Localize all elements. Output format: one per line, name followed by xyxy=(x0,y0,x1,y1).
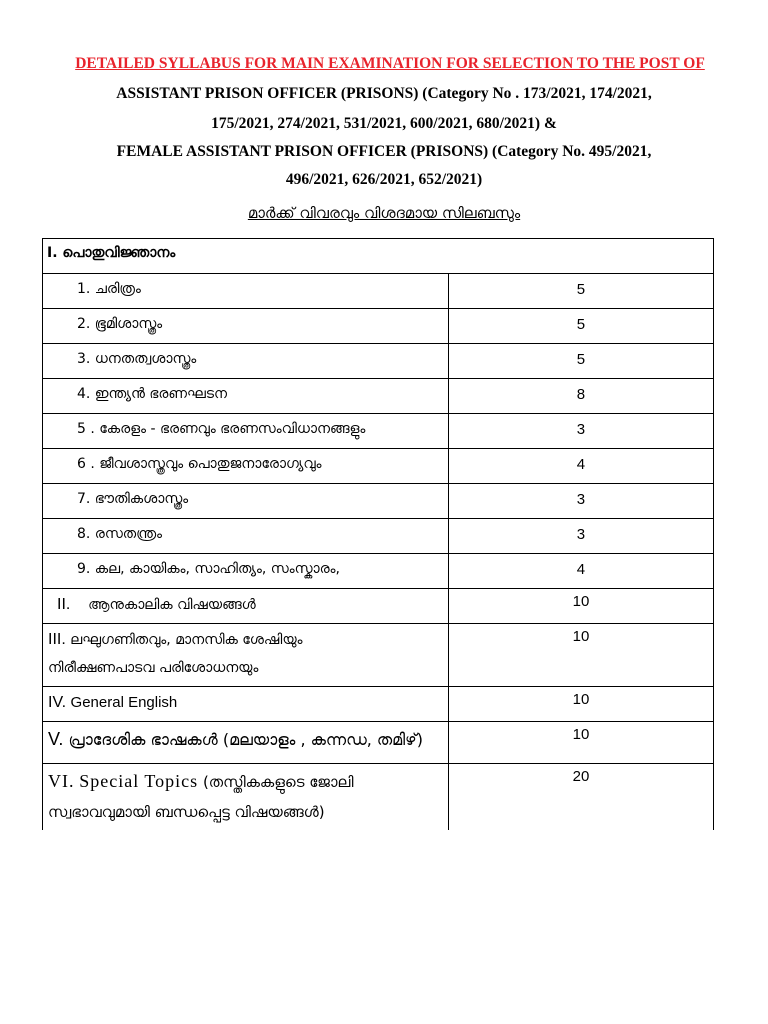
subitem-marks: 8 xyxy=(448,379,713,414)
section-4-label: General English xyxy=(70,694,178,711)
subitem-marks: 4 xyxy=(448,554,713,589)
section-4-marks: 10 xyxy=(448,687,713,722)
subitem-label: 2. ഭൂമിശാസ്ത്രം xyxy=(43,309,449,344)
subitem-marks: 3 xyxy=(448,519,713,554)
section-2-marks: 10 xyxy=(448,589,713,624)
section-6-label: Special Topics xyxy=(79,771,199,791)
subitem-label: 4. ഇന്ത്യൻ ഭരണഘടന xyxy=(43,379,449,414)
section-3-label-line2: നിരീക്ഷണപാടവ പരിശോധനയും xyxy=(48,660,259,676)
table-row xyxy=(43,554,714,589)
table-row xyxy=(43,589,714,624)
subitem-marks: 5 xyxy=(448,309,713,344)
section-6-cell xyxy=(43,764,449,830)
section-3-marks: 10 xyxy=(448,624,713,687)
section-3-cell xyxy=(43,624,449,687)
syllabus-table xyxy=(42,238,714,830)
section-3-roman: III. xyxy=(48,631,66,648)
subitem-label: 9. കല, കായികം, സാഹിത്യം, സംസ്കാരം, xyxy=(43,554,449,589)
section-4-roman: IV. xyxy=(48,694,67,711)
section-3-label: ലഘുഗണിതവും, മാനസിക ശേഷിയും xyxy=(70,632,303,648)
subitem-marks: 3 xyxy=(448,484,713,519)
table-row xyxy=(43,274,714,309)
table-row xyxy=(43,239,714,274)
table-row xyxy=(43,449,714,484)
post-title-line-4: 496/2021, 626/2021, 652/2021) xyxy=(285,171,483,188)
table-row xyxy=(43,414,714,449)
subitem-marks: 4 xyxy=(448,449,713,484)
subitem-label: 7. ഭൗതികശാസ്ത്രം xyxy=(43,484,449,519)
subitem-marks: 3 xyxy=(448,414,713,449)
section-5-cell xyxy=(43,722,449,764)
section-2-label: ആനുകാലിക വിഷയങ്ങൾ xyxy=(88,597,256,613)
section-6-roman: VI. xyxy=(48,771,75,791)
table-row xyxy=(43,484,714,519)
subitem-label: 1. ചരിത്രം xyxy=(43,274,449,309)
table-row xyxy=(43,519,714,554)
table-row xyxy=(43,624,714,687)
section-4-cell xyxy=(43,687,449,722)
section-5-label: പ്രാദേശിക ഭാഷകൾ (മലയാളം , കന്നഡ, തമിഴ്) xyxy=(68,730,423,749)
subitem-label: 5 . കേരളം - ഭരണവും ഭരണസംവിധാനങ്ങളും xyxy=(43,414,449,449)
subitem-label: 3. ധനതത്വശാസ്ത്രം xyxy=(43,344,449,379)
section-2-cell xyxy=(43,589,449,624)
section-6-marks: 20 xyxy=(448,764,713,830)
marks-syllabus-title: മാർക്ക് വിവരവും വിശദമായ സിലബസും xyxy=(247,204,521,222)
post-title-line-3: FEMALE ASSISTANT PRISON OFFICER (PRISONS) (Category No. 495/2021, xyxy=(116,143,652,160)
section-5-roman: V. xyxy=(48,729,64,749)
post-title-line-1: ASSISTANT PRISON OFFICER (PRISONS) (Category No . 173/2021, 174/2021, xyxy=(116,85,652,102)
table-row xyxy=(43,764,714,830)
table-row xyxy=(43,722,714,764)
post-title-line-2: 175/2021, 274/2021, 531/2021, 600/2021, 680/2021) & xyxy=(211,115,557,132)
subitem-label: 8. രസതന്ത്രം xyxy=(43,519,449,554)
subitem-marks: 5 xyxy=(448,344,713,379)
subitem-label: 6 . ജീവശാസ്ത്രവും പൊതുജനാരോഗ്യവും xyxy=(43,449,449,484)
subitem-marks: 5 xyxy=(448,274,713,309)
table-row xyxy=(43,344,714,379)
section-6-label-mal: (തസ്തികകളുടെ ജോലി xyxy=(202,773,354,791)
syllabus-title-red: DETAILED SYLLABUS FOR MAIN EXAMINATION FOR SELECTION TO THE POST OF xyxy=(75,55,705,72)
section-1-heading: I. പൊതുവിജ്ഞാനം xyxy=(43,239,714,274)
section-2-roman: II. xyxy=(57,596,71,613)
table-row xyxy=(43,687,714,722)
table-row xyxy=(43,379,714,414)
section-5-marks: 10 xyxy=(448,722,713,764)
table-row xyxy=(43,309,714,344)
section-6-label-line2: സ്വഭാവവുമായി ബന്ധപ്പെട്ട വിഷയങ്ങൾ) xyxy=(48,803,325,821)
